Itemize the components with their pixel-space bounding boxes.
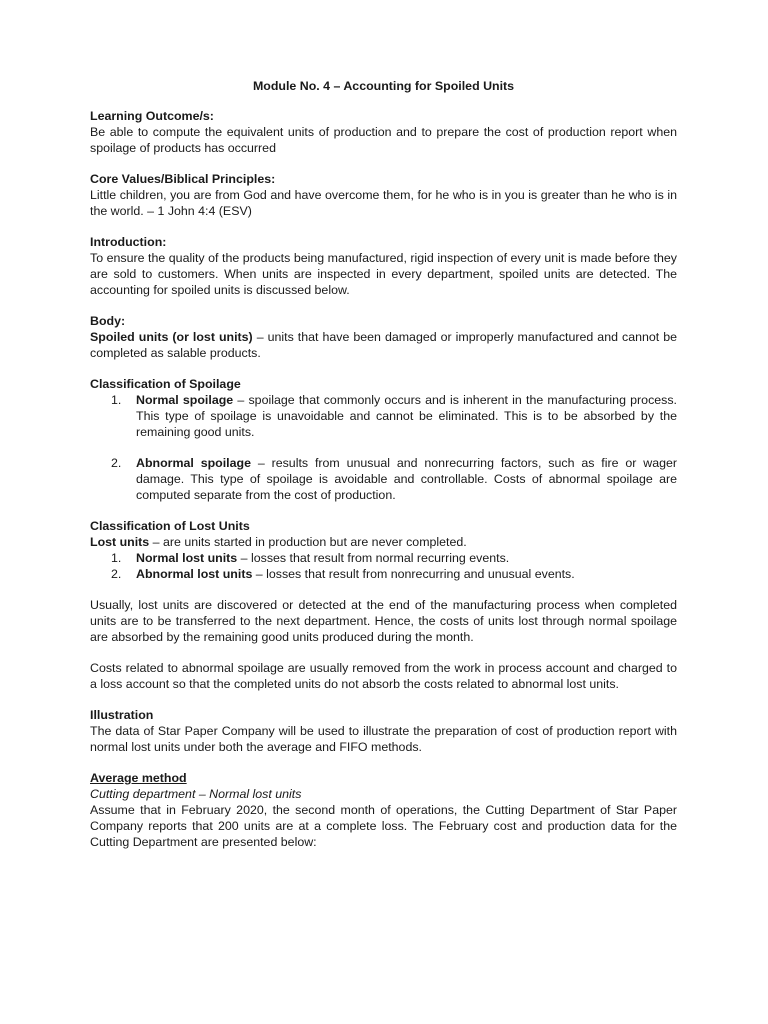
list-item [90,455,677,503]
introduction-text: To ensure the quality of the products being manufactured, rigid inspection of every unit is made before they are sold to customers. When units are inspected in every department, spoiled units are detected. The accounting for spoiled units is discussed below. [90,251,677,297]
list-spacer [90,440,677,455]
introduction-heading: Introduction: [90,235,167,249]
costs-paragraph: Costs related to abnormal spoilage are usually removed from the work in process account and charged to a loss account so that the completed units do not absorb the costs related to abnormal lost units. [90,661,677,691]
illustration-heading: Illustration [90,708,154,722]
lost-units-term: Lost units [90,535,150,549]
normal-spoilage-text: – spoilage that commonly occurs and is inherent in the manufacturing process. This type of spoilage is unavoidable and cannot be eliminated. This is to be absorbed by the remaining good units. [136,393,677,439]
body-heading: Body: [90,314,126,328]
average-method-heading: Average method [90,771,187,785]
lost-units-text: – are units started in production but are never completed. [149,535,467,549]
abnormal-spoilage-term: Abnormal spoilage [136,456,251,470]
core-values-section [90,171,677,219]
core-values-text: Little children, you are from God and have overcome them, for he who is in you is greater than he who is in the world. – 1 John 4:4 (ESV) [90,188,677,218]
document-page [90,78,677,865]
classification-spoilage-heading: Classification of Spoilage [90,377,241,391]
normal-lost-units-text: – losses that result from normal recurring events. [237,551,510,565]
body-section [90,313,677,361]
abnormal-lost-units-term: Abnormal lost units [136,567,253,581]
learning-outcomes-text: Be able to compute the equivalent units of production and to prepare the cost of production report when spoilage of products has occurred [90,125,677,155]
core-values-heading: Core Values/Biblical Principles: [90,172,276,186]
list-item-number: 2. [111,567,122,581]
normal-lost-units-term: Normal lost units [136,551,238,565]
classification-lost-heading: Classification of Lost Units [90,519,250,533]
usually-paragraph-section [90,597,677,645]
normal-spoilage-term: Normal spoilage [136,393,234,407]
learning-outcomes-section [90,108,677,156]
list-item [90,550,677,566]
spoiled-units-term: Spoiled units (or lost units) [90,330,253,344]
learning-outcomes-heading: Learning Outcome/s: [90,109,214,123]
abnormal-spoilage-text: – results from unusual and nonrecurring factors, such as fire or wager damage. This type of spoilage is avoidable and controllable. Costs of abnormal spoilage are computed separate from the cost of production. [136,456,677,502]
costs-paragraph-section [90,660,677,692]
lost-units-list [90,550,677,582]
list-item-number: 1. [111,551,122,565]
classification-spoilage-section [90,376,677,503]
illustration-section [90,707,677,755]
page-title: Module No. 4 – Accounting for Spoiled Units [252,79,515,93]
lost-units-definition [90,534,677,550]
list-item-number: 1. [111,393,122,407]
usually-paragraph: Usually, lost units are discovered or detected at the end of the manufacturing process when completed units are to be transferred to the next department. Hence, the costs of units lost through normal spoilage are absorbed by the remaining good units produced during the month. [90,598,677,644]
introduction-section [90,234,677,298]
spoiled-units-definition [90,329,677,361]
cutting-department-subheading: Cutting department – Normal lost units [90,787,302,801]
list-item [90,566,677,582]
average-method-section [90,770,677,850]
spoilage-list [90,392,677,503]
classification-lost-section [90,518,677,582]
illustration-text: The data of Star Paper Company will be used to illustrate the preparation of cost of production report with normal lost units under both the average and FIFO methods. [90,724,677,754]
list-item [90,392,677,440]
spoiled-units-text: – units that have been damaged or improperly manufactured and cannot be completed as salable products. [90,330,677,360]
average-method-text: Assume that in February 2020, the second month of operations, the Cutting Department of Star Paper Company reports that 200 units are at a complete loss. The February cost and production data for the Cutting Department are presented below: [90,803,677,849]
list-item-number: 2. [111,456,122,470]
abnormal-lost-units-text: – losses that result from nonrecurring and unusual events. [252,567,575,581]
